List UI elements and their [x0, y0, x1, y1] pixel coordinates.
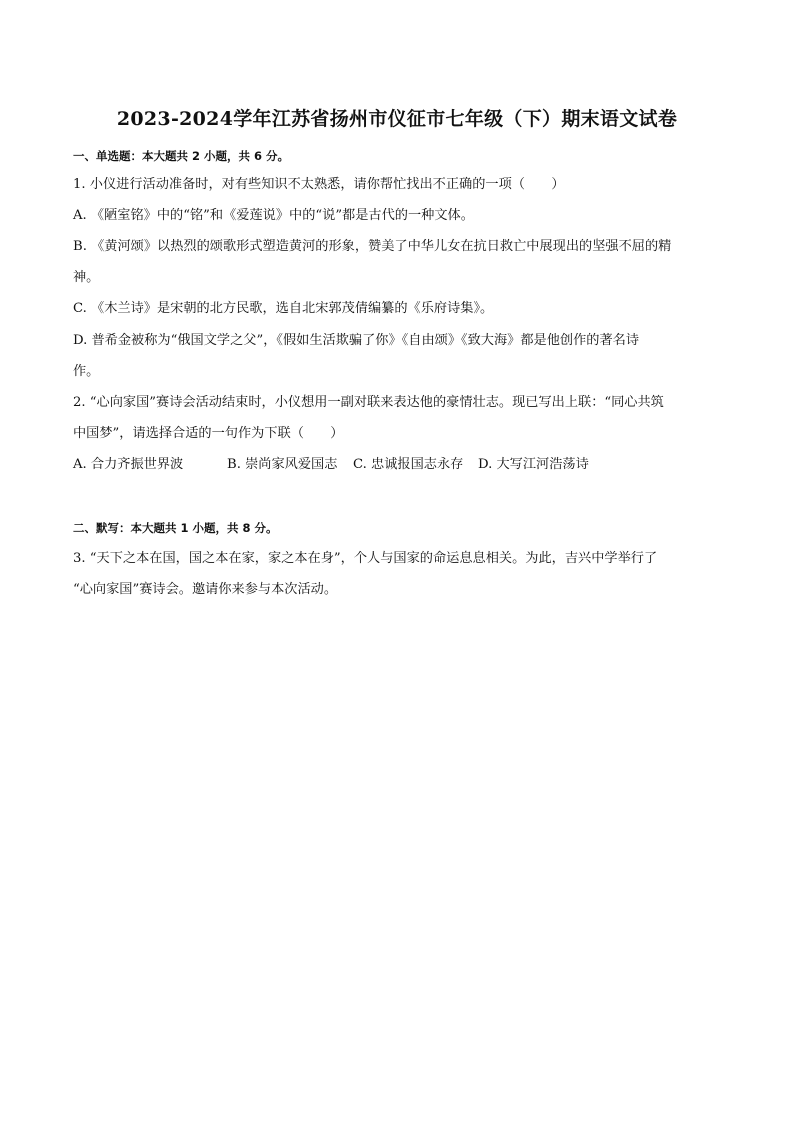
question-3-stem: 3. “天下之本在国，国之本在家，家之本在身”，个人与国家的命运息息相关。为此，吉兴中学举行了 — [73, 551, 658, 566]
question-1-option-b: B. 《黄河颂》以热烈的颂歌形式塑造黄河的形象，赞美了中华儿女在抗日救亡中展现出的坚强不屈的精 — [73, 239, 672, 254]
exam-title: 2023-2024学年江苏省扬州市仪征市七年级（下）期末语文试卷 — [116, 108, 678, 130]
question-2-option-c: C. 忠诚报国志永存 — [353, 457, 464, 472]
question-2-stem: 2. “心向家国”赛诗会活动结束时，小仪想用一副对联来表达他的豪情壮志。现已写出上联：“同心共筑 — [73, 395, 664, 410]
question-2-option-b: B. 崇尚家风爱国志 — [227, 457, 338, 472]
question-1-stem: 1. 小仪进行活动准备时，对有些知识不太熟悉，请你帮忙找出不正确的一项（ ） — [73, 177, 565, 192]
section-1-header: 一、单选题：本大题共 2 小题，共 6 分。 — [73, 149, 290, 163]
question-1-option-d: D. 普希金被称为“俄国文学之父”，《假如生活欺骗了你》《自由颂》《致大海》都是他创作的著名诗 — [73, 333, 640, 348]
question-1-option-d-cont: 作。 — [73, 364, 100, 379]
question-1-option-c: C. 《木兰诗》是宋朝的北方民歌，选自北宋郭茂倩编纂的《乐府诗集》。 — [73, 301, 494, 316]
question-2-option-a: A. 合力齐振世界波 — [73, 457, 184, 472]
section-2-header: 二、默写：本大题共 1 小题，共 8 分。 — [73, 521, 278, 535]
question-2-options — [73, 457, 589, 473]
question-1-option-a: A. 《陋室铭》中的“铭”和《爱莲说》中的“说”都是古代的一种文体。 — [73, 208, 474, 223]
question-2-stem-cont: 中国梦”，请选择合适的一句作为下联（ ） — [73, 426, 344, 441]
question-1-option-b-cont: 神。 — [73, 270, 100, 285]
question-3-stem-cont: “心向家国”赛诗会。邀请你来参与本次活动。 — [73, 582, 338, 597]
question-2-option-d: D. 大写江河浩荡诗 — [478, 457, 589, 472]
